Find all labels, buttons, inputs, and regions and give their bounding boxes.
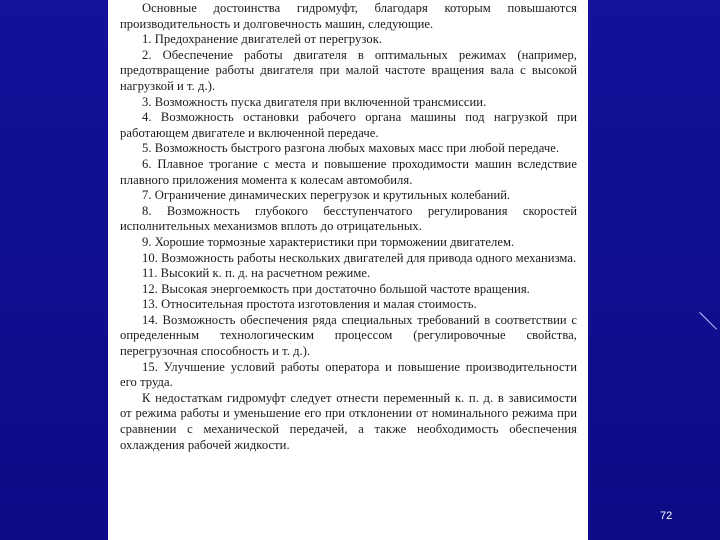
- list-item-14: 14. Возможность обеспечения ряда специальных требований в соответствии с определенным технологическим процессом (регулировочные свойства, перегрузочная способность и т. д.).: [120, 312, 577, 359]
- intro-paragraph: Основные достоинства гидромуфт, благодаря которым повышаются производительность и долговечность машин, следующие.: [120, 1, 577, 31]
- conclusion-paragraph: К недостаткам гидромуфт следует отнести переменный к. п. д. в зависимости от режима работы и уменьшение его при отклонении от номинального режима при сравнении с механической передачей, а также необходимость обеспечения охлаждения рабочей жидкости.: [120, 390, 577, 452]
- document-text: [120, 1, 577, 453]
- list-item-3: 3. Возможность пуска двигателя при включенной трансмиссии.: [142, 94, 487, 109]
- list-item-4: 4. Возможность остановки рабочего органа машины под нагрузкой при работающем двигателе и включенной передаче.: [120, 110, 577, 140]
- slide-number: 72: [660, 510, 673, 522]
- list-item-15: 15. Улучшение условий работы оператора и повышение производительности его труда.: [120, 359, 577, 390]
- list-item-13: 13. Относительная простота изготовления и малая стоимость.: [142, 297, 477, 312]
- list-item-5: 5. Возможность быстрого разгона любых маховых масс при любой передаче.: [142, 141, 560, 156]
- list-item-8: 8. Возможность глубокого бесступенчатого регулирования скоростей исполнительных механизмов вплоть до отрицательных.: [120, 203, 577, 234]
- list-item-11: 11. Высокий к. п. д. на расчетном режиме.: [142, 266, 371, 281]
- scanned-page: [108, 0, 588, 540]
- list-item-10: 10. Возможность работы нескольких двигателей для привода одного механизма.: [142, 250, 577, 265]
- list-item-1: 1. Предохранение двигателей от перегрузок.: [142, 32, 383, 47]
- list-item-12: 12. Высокая энергоемкость при достаточно большой частоте вращения.: [142, 281, 530, 296]
- list-item-6: 6. Плавное трогание с места и повышение проходимости машин вследствие плавного приложения момента к колесам автомобиля.: [120, 156, 577, 187]
- list-item-7: 7. Ограничение динамических перегрузок и крутильных колебаний.: [142, 188, 511, 203]
- list-item-9: 9. Хорошие тормозные характеристики при торможении двигателем.: [142, 234, 515, 249]
- list-item-2: 2. Обеспечение работы двигателя в оптимальных режимах (например, предотвращение работы двигателя при малой частоте вращения вала с высокой нагрузкой и т. д.).: [120, 47, 577, 93]
